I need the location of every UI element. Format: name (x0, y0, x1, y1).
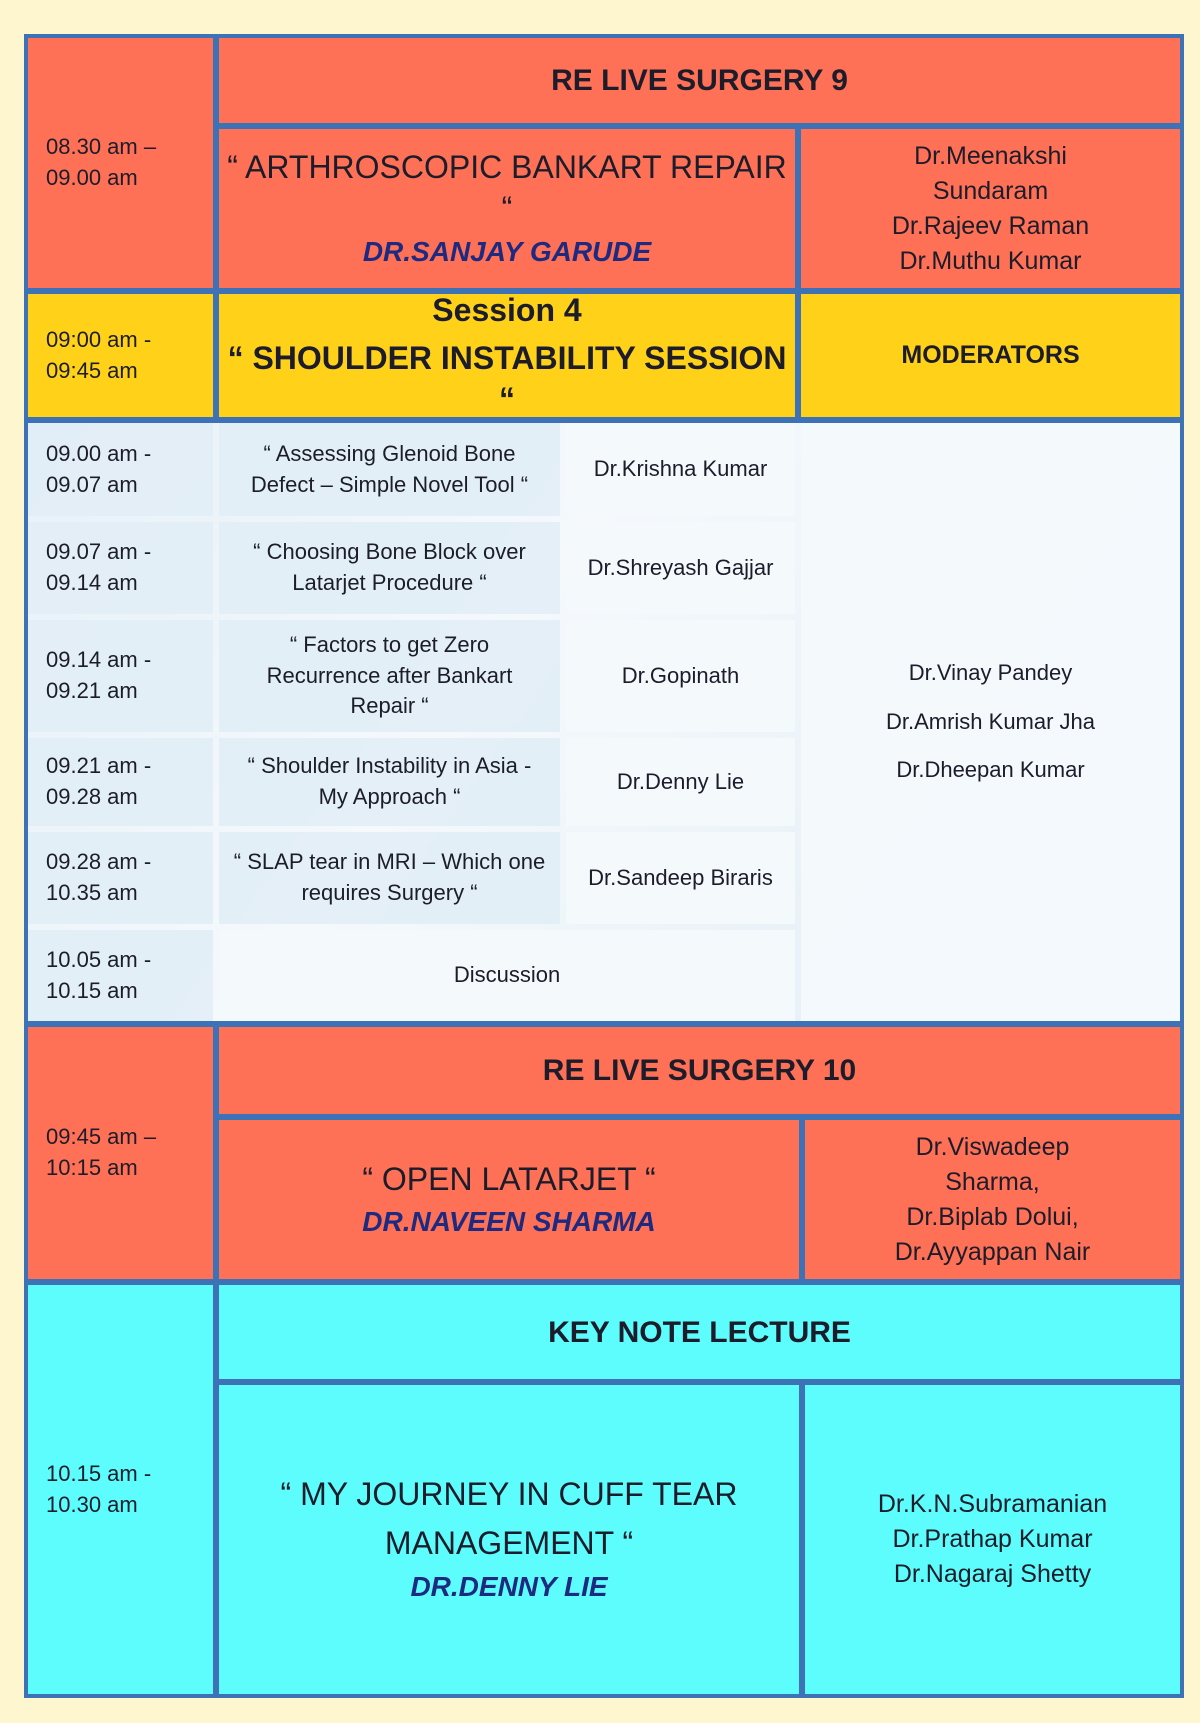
moderator: Dr.Biplab Dolui, (906, 1202, 1079, 1231)
time-end: 09.14 am (46, 570, 138, 595)
moderator: Dr.Amrish Kumar Jha (885, 708, 1096, 734)
title-line: Defect – Simple Novel Tool “ (250, 471, 529, 497)
talk-title (219, 738, 560, 826)
block3-topic (219, 1385, 799, 1694)
moderator: Dr.Viswadeep (915, 1132, 1070, 1161)
time-end: 09.07 am (46, 471, 138, 497)
talk-speaker (566, 620, 795, 732)
block3-topic-line: MANAGEMENT “ (384, 1525, 634, 1562)
moderator: Dr.Vinay Pandey (908, 660, 1073, 686)
talk-speaker (566, 423, 795, 516)
speaker-name: Dr.Sandeep Biraris (588, 864, 773, 890)
moderator: Dr.Prathap Kumar (892, 1525, 1093, 1553)
talk-title (219, 423, 560, 516)
time-start: 09:00 am - (46, 326, 152, 352)
block2-topic (219, 1120, 799, 1279)
moderator: Dr.Muthu Kumar (899, 246, 1082, 275)
discussion (219, 930, 795, 1021)
talk-time (28, 620, 213, 732)
title-line: Latarjet Procedure “ (292, 570, 487, 595)
time-end: 09:45 am (46, 357, 138, 383)
time-end: 09.00 am (46, 165, 138, 190)
block1-speaker: DR.SANJAY GARUDE (362, 235, 652, 267)
block1-time (28, 38, 213, 288)
time-start: 09.21 am - (46, 753, 152, 779)
moderator: Dr.Nagaraj Shetty (893, 1560, 1092, 1588)
time-start: 08.30 am – (46, 134, 157, 160)
schedule-table (24, 34, 1184, 1698)
moderator: Dr.Rajeev Raman (891, 211, 1090, 240)
title-line: Repair “ (350, 693, 429, 719)
block2-speaker: DR.NAVEEN SHARMA (362, 1206, 656, 1238)
block2-time (28, 1027, 213, 1279)
block1-header-text: RE LIVE SURGERY 9 (551, 64, 848, 97)
block3-time (28, 1285, 213, 1694)
discussion-time (28, 930, 213, 1021)
session-moderators (801, 423, 1180, 1021)
time-start: 09.07 am - (46, 539, 152, 565)
block3-header-text: KEY NOTE LECTURE (548, 1315, 851, 1349)
time-end: 10.15 am (46, 977, 138, 1003)
moderator: Sundaram (932, 176, 1049, 205)
moderator: Dr.K.N.Subramanian (877, 1490, 1108, 1518)
title-line: “ Choosing Bone Block over (253, 539, 526, 565)
talk-title (219, 832, 560, 924)
moderator: Dr.Ayyappan Nair (894, 1237, 1091, 1266)
talk-title (219, 522, 560, 614)
block2-header-text: RE LIVE SURGERY 10 (542, 1054, 857, 1087)
talk-time (28, 423, 213, 516)
session-header (219, 294, 795, 417)
talk-speaker (566, 522, 795, 614)
talk-speaker (566, 738, 795, 826)
title-line: “ Factors to get Zero (289, 631, 490, 657)
time-end: 10.35 am (46, 880, 138, 905)
session-subtitle: “ SHOULDER INSTABILITY SESSION “ (227, 339, 787, 418)
speaker-name: Dr.Krishna Kumar (593, 456, 768, 482)
talk-speaker (566, 832, 795, 924)
speaker-name: Dr.Gopinath (621, 662, 740, 688)
talk-time (28, 522, 213, 614)
block1-topic-text: “ ARTHROSCOPIC BANKART REPAIR “ (227, 148, 787, 227)
title-line: requires Surgery “ (301, 880, 478, 905)
moderator: Dr.Dheepan Kumar (896, 757, 1085, 783)
time-end: 09.21 am (46, 678, 138, 703)
talk-time (28, 832, 213, 924)
block3-topic-line: “ MY JOURNEY IN CUFF TEAR (280, 1475, 738, 1512)
block1-topic (219, 129, 795, 288)
speaker-name: Dr.Denny Lie (616, 768, 745, 794)
block3-speaker: DR.DENNY LIE (410, 1570, 608, 1602)
talk-title (219, 620, 560, 732)
moderators-header (801, 294, 1180, 417)
moderators-label: MODERATORS (901, 341, 1080, 370)
moderator: Sharma, (945, 1167, 1040, 1196)
session-title: Session 4 (432, 292, 582, 329)
block2-header (219, 1027, 1180, 1114)
block1-header (219, 38, 1180, 123)
time-start: 10.05 am - (46, 946, 152, 972)
time-end: 09.28 am (46, 784, 138, 809)
speaker-name: Dr.Shreyash Gajjar (587, 554, 774, 580)
block3-moderators (805, 1385, 1180, 1694)
time-start: 09.28 am - (46, 849, 152, 875)
title-line: “ Assessing Glenoid Bone (263, 440, 516, 466)
block2-moderators (805, 1120, 1180, 1279)
title-line: My Approach “ (318, 784, 461, 809)
block3-header (219, 1285, 1180, 1379)
session-time (28, 294, 213, 417)
time-start: 09.00 am - (46, 440, 152, 466)
talk-time (28, 738, 213, 826)
title-line: “ SLAP tear in MRI – Which one (233, 849, 546, 875)
time-end: 10.30 am (46, 1491, 138, 1517)
time-start: 09:45 am – (46, 1124, 157, 1150)
time-start: 10.15 am - (46, 1460, 152, 1486)
moderator: Dr.Meenakshi (914, 141, 1067, 170)
time-end: 10:15 am (46, 1155, 138, 1180)
discussion-label: Discussion (453, 962, 561, 988)
block2-topic-text: “ OPEN LATARJET “ (362, 1160, 656, 1197)
title-line: “ Shoulder Instability in Asia - (247, 753, 532, 779)
title-line: Recurrence after Bankart (266, 662, 513, 688)
block1-moderators (801, 129, 1180, 288)
time-start: 09.14 am - (46, 647, 152, 673)
